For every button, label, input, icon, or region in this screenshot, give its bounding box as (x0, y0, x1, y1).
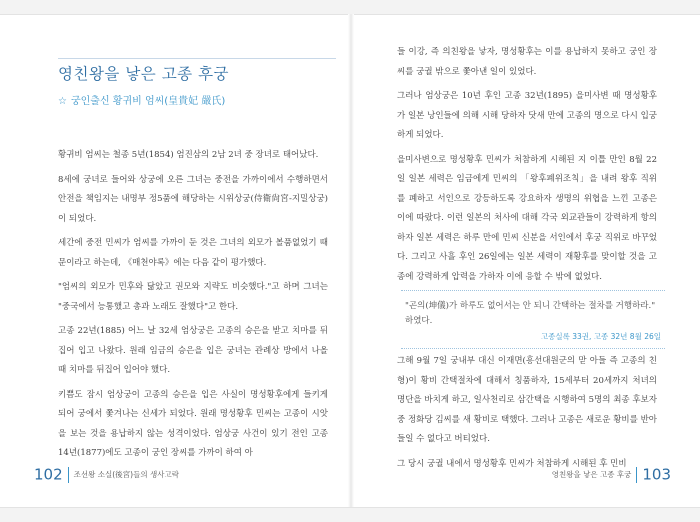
left-body-text (58, 146, 328, 469)
quote-source: 고종실록 33권, 고종 32년 8월 26일 (540, 332, 661, 341)
chapter-title: 영친왕을 낳은 고종 후궁 (58, 65, 230, 83)
folio-divider (636, 467, 637, 483)
right-body-text-continued (397, 352, 657, 479)
paragraph: 그해 9월 7일 궁내부 대신 이재면(흥선대원군의 맏 아들 즉 고종의 친형)이 황비 간택절차에 대해서 칭품하자, 15세부터 20세까지 처녀의 명단을 바치게 하고, 일사천리로 삼간택을 시행하여 5명의 최종 후보자 중 정화당 김씨를 새 황비로 택했다. 그러나 고종은 새로운 황비를 반아들일 수 없다고 버티었다. (397, 356, 657, 444)
page-number: 103 (642, 465, 671, 484)
paragraph: 그 당시 궁궐 내에서 명성황후 민씨가 처참하게 시해된 후 민비 (397, 458, 627, 469)
paragraph: 세간에 중전 민씨가 엄씨를 가까이 둔 것은 그녀의 외모가 볼품없었기 때문이라고 하는데, 《매천야록》에는 다음 같이 평가했다. (58, 238, 328, 268)
left-page (0, 14, 348, 507)
running-head: 조선왕 소실(後宮)들의 생사고락 (73, 470, 179, 479)
quote-text: "곤의(坤儀)가 하루도 없어서는 안 되니 간택하는 절차를 거행하라." 하였다. (405, 301, 656, 326)
paragraph: 황귀비 엄씨는 철종 5년(1854) 엄진삼의 2남 2녀 중 장녀로 태어났다. (58, 150, 319, 160)
chapter-subtitle-text: 궁인출신 황귀비 엄씨(皇貴妃 嚴氏) (70, 96, 226, 107)
page-number: 102 (34, 465, 63, 484)
page-edge-top (0, 0, 700, 15)
page-edge-bottom (0, 507, 700, 522)
chapter-subtitle (58, 92, 225, 107)
quote-box (401, 290, 665, 349)
right-body-text (397, 43, 657, 292)
paragraph: 고종 22년(1885) 어느 날 32세 엄상궁은 고종의 승은을 받고 치마를 뒤집어 입고 나왔다. 원래 임금의 승은을 입은 궁녀는 관례상 방에서 나올 때 치마를 뒤집어 입어야 했다. (58, 326, 328, 375)
star-icon: ☆ (58, 96, 67, 107)
folio-divider (68, 467, 69, 483)
right-page (354, 14, 700, 507)
right-footer (354, 464, 671, 486)
running-head: 영친왕을 낳은 고종 후궁 (551, 470, 632, 479)
paragraph: 들 이강, 즉 의친왕을 낳자, 명성황후는 이를 용납하지 못하고 궁인 장씨를 궁궐 밖으로 쫓아낸 일이 있었다. (397, 47, 657, 77)
paragraph: 키쁨도 잠시 엄상궁이 고종의 승은을 입은 사실이 명성황후에게 들키게 되어 궁에서 쫓겨나는 신세가 되었다. 원래 명성황후 민씨는 고종이 시앗을 보는 것을 용납하지 않는 성격이었다. 엄상궁 사건이 있기 전인 고종 14년(1877)에도 고종이 궁인 장씨를 가까이 하여 아 (58, 389, 328, 458)
paragraph: "엄씨의 외모가 민후와 닮았고 권모와 지략도 비슷했다."고 하며 그녀는 "중국에서 능통했고 총과 노래도 잘했다"고 한다. (58, 282, 328, 312)
paragraph: 그러나 엄상궁은 10년 후인 고종 32년(1895) 을미사변 때 명성황후가 일본 낭인들에 의해 시해 당하자 닷새 만에 고종의 명으로 다시 입궁하게 되었다. (397, 91, 657, 140)
title-rule (58, 58, 336, 59)
paragraph: 을미사변으로 명성황후 민씨가 처참하게 시해된 지 이틀 만인 8월 22일 일본 세력은 임금에게 민씨의 「왕후폐위조칙」을 내려 왕후 직위를 폐하고 서인으로 강등하도록 강요하자 생명의 위협을 느낀 고종은 이에 따랐다. 이런 일본의 처사에 대해 각국 외교관들이 강력하게 항의하자 일본 세력은 하루 만에 민씨 신분을 서인에서 후궁 직위로 바꾸었다. 그리고 사흘 후인 26일에는 일본 세력이 재황후를 맞이할 것을 고종에 강력하게 압력을 가하자 이에 응할 수 밖에 없었다. (397, 154, 657, 282)
left-footer (34, 464, 334, 486)
paragraph: 8세에 궁녀로 들어와 상궁에 오른 그녀는 중전을 가까이에서 수행하면서 안전을 책임지는 내명부 정5품에 해당하는 시위상궁(侍衛尙宮-지밀상궁)이 되었다. (58, 174, 328, 224)
